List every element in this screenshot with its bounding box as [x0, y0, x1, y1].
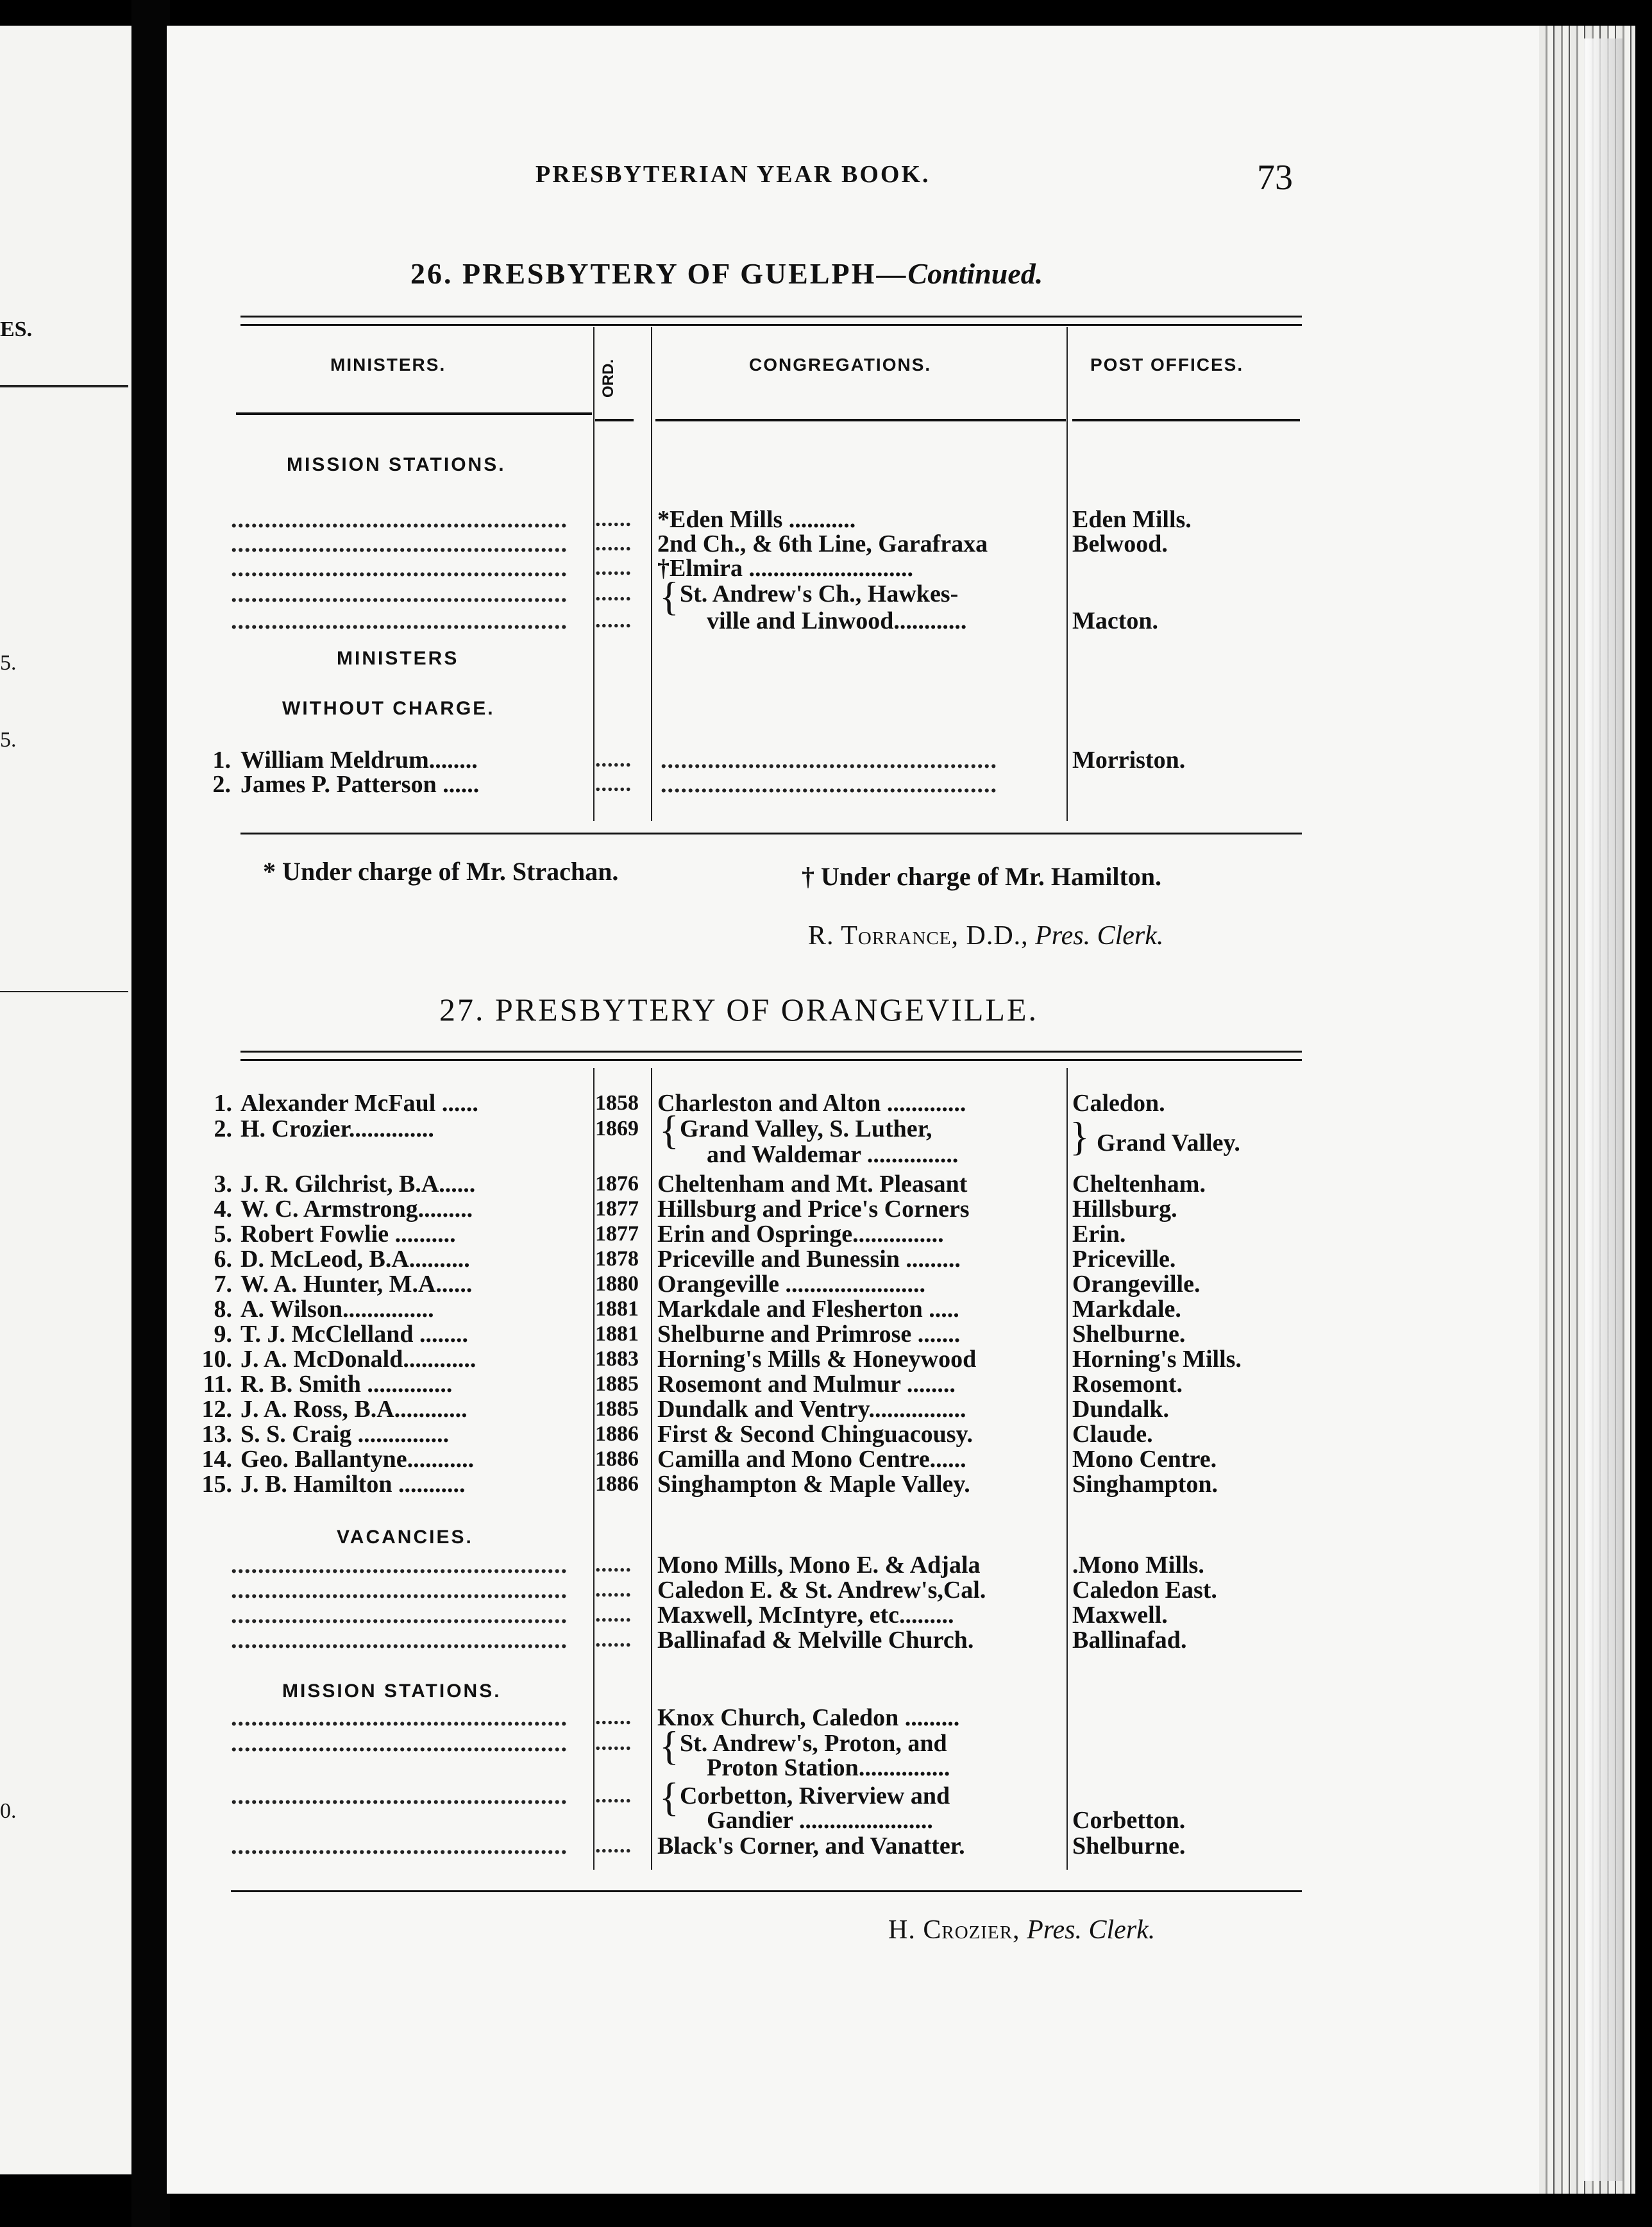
table-row: [167, 1371, 1257, 1397]
section-title-text: 26. PRESBYTERY OF GUELPH—: [410, 257, 908, 290]
post-office-cell: Markdale.: [1072, 1296, 1181, 1323]
congregation-cell: Corbetton, Riverview and: [680, 1783, 950, 1809]
minister-name: W. C. Armstrong.........: [240, 1196, 473, 1223]
ordination-year: 1858: [595, 1091, 639, 1115]
ord-placeholder: ......: [595, 582, 632, 605]
congregation-cell: Maxwell, McIntyre, etc.........: [657, 1602, 954, 1628]
congregation-cell: Knox Church, Caledon .........: [657, 1705, 960, 1731]
row-number: 1.: [212, 747, 231, 774]
ministers-placeholder: ..................................................: [231, 1783, 568, 1809]
table-row: [167, 1577, 1257, 1603]
ord-placeholder: ......: [595, 1834, 632, 1858]
header-ministers: MINISTERS.: [330, 355, 446, 375]
ord-placeholder: ......: [595, 1731, 632, 1755]
ordination-year: 1881: [595, 1297, 639, 1321]
curly-brace: {: [659, 573, 679, 619]
post-office-cell: Horning's Mills.: [1072, 1346, 1242, 1373]
left-page-fragment: 5.: [0, 728, 17, 752]
section-title-continued: Continued.: [907, 257, 1043, 290]
post-office-cell: .Mono Mills.: [1072, 1552, 1204, 1579]
ord-placeholder: ......: [595, 772, 632, 796]
double-rule: [240, 316, 1302, 326]
curly-brace: }: [1070, 1114, 1090, 1159]
congregation-cell: Singhampton & Maple Valley.: [657, 1471, 970, 1497]
section-title: 27. PRESBYTERY OF ORANGEVILLE.: [439, 992, 1039, 1028]
minister-name: D. McLeod, B.A..........: [240, 1246, 470, 1273]
row-number: 4.: [214, 1196, 232, 1223]
congregation-cell: St. Andrew's, Proton, and: [680, 1731, 947, 1756]
post-office-cell: Erin.: [1072, 1221, 1126, 1248]
minister-name: A. Wilson...............: [240, 1296, 434, 1323]
table-row: [167, 1296, 1257, 1322]
congregation-cell: Camilla and Mono Centre......: [657, 1446, 966, 1472]
post-office-cell: Dundalk.: [1072, 1396, 1170, 1423]
header-rule: [655, 419, 1066, 421]
ordination-year: 1886: [595, 1472, 639, 1496]
table-row: [167, 1446, 1257, 1472]
left-facing-page: [0, 26, 131, 2174]
row-number: 1.: [214, 1090, 232, 1117]
congregation-cell: Dundalk and Ventry................: [657, 1396, 966, 1422]
table-row: [167, 531, 1257, 557]
minister-name: Geo. Ballantyne...........: [240, 1446, 475, 1473]
ord-placeholder: ......: [595, 1603, 632, 1627]
row-number: 12.: [201, 1396, 232, 1423]
post-office-cell: Grand Valley.: [1097, 1130, 1240, 1156]
minister-name: H. Crozier..............: [240, 1115, 434, 1142]
left-page-fragment: 0.: [0, 1799, 17, 1823]
table-row: [167, 1396, 1257, 1422]
congregation-cell: Rosemont and Mulmur ........: [657, 1371, 956, 1397]
vacancies-label: VACANCIES.: [337, 1527, 473, 1548]
table-row: [167, 1808, 1257, 1833]
minister-name: S. S. Craig ...............: [240, 1421, 450, 1448]
post-office-cell: Ballinafad.: [1072, 1627, 1187, 1654]
header-ord: ORD.: [600, 359, 617, 398]
post-office-cell: Eden Mills.: [1072, 506, 1192, 533]
table-row: [167, 1627, 1257, 1653]
clerk-title: Pres. Clerk.: [1027, 1915, 1156, 1945]
ordination-year: 1885: [595, 1397, 639, 1421]
header-rule: [1072, 419, 1300, 421]
ministers-placeholder: ..................................................: [231, 1731, 568, 1756]
ordination-year: 1877: [595, 1222, 639, 1246]
ord-placeholder: ......: [595, 1706, 632, 1729]
left-page-fragment: ES.: [0, 318, 33, 341]
ord-placeholder: ......: [595, 532, 632, 555]
congregation-cell: Priceville and Bunessin .........: [657, 1246, 961, 1272]
congregation-cell: and Waldemar ...............: [707, 1142, 959, 1167]
ordination-year: 1886: [595, 1447, 639, 1471]
clerk-signature: [808, 920, 1163, 951]
book-page: [167, 26, 1546, 2194]
ministers-placeholder: ..................................................: [231, 608, 568, 634]
post-office-cell: Claude.: [1072, 1421, 1153, 1448]
table-row: [167, 1246, 1257, 1272]
minister-name: R. B. Smith ..............: [240, 1371, 453, 1398]
mission-stations-label: MISSION STATIONS.: [282, 1681, 501, 1702]
row-number: 7.: [214, 1271, 232, 1298]
mission-stations-label: MISSION STATIONS.: [287, 454, 506, 475]
footnote-strachan: * Under charge of Mr. Strachan.: [263, 857, 619, 886]
row-number: 2.: [212, 771, 231, 798]
congregation-cell: †Elmira ...........................: [657, 555, 913, 581]
ordination-year: 1881: [595, 1322, 639, 1346]
row-number: 14.: [201, 1446, 232, 1473]
table-row: [167, 1221, 1257, 1247]
curly-brace: {: [659, 1723, 679, 1768]
table-row: [167, 1271, 1257, 1297]
congregation-cell: Caledon E. & St. Andrew's,Cal.: [657, 1577, 986, 1603]
ministers-placeholder: ..................................................: [231, 531, 568, 557]
table-row: [167, 1090, 1257, 1116]
table-row: [167, 1833, 1257, 1859]
post-office-cell: Singhampton.: [1072, 1471, 1218, 1498]
ord-placeholder: ......: [595, 1628, 632, 1652]
post-office-cell: Priceville.: [1072, 1246, 1176, 1273]
congregation-cell: Horning's Mills & Honeywood: [657, 1346, 977, 1372]
ordination-year: 1886: [595, 1422, 639, 1446]
minister-name: J. R. Gilchrist, B.A......: [240, 1171, 476, 1198]
ministers-placeholder: ..................................................: [231, 1705, 568, 1731]
minister-name: J. B. Hamilton ...........: [240, 1471, 466, 1498]
post-office-cell: Cheltenham.: [1072, 1171, 1206, 1198]
clerk-signature: [888, 1915, 1155, 1945]
congregation-cell: 2nd Ch., & 6th Line, Garafraxa: [657, 531, 988, 557]
book-gutter: [131, 0, 170, 2227]
congregation-cell: *Eden Mills ...........: [657, 507, 856, 532]
table-row: [167, 1130, 1257, 1167]
ordination-year: 1880: [595, 1272, 639, 1296]
ord-placeholder: ......: [595, 556, 632, 580]
table-row: [167, 555, 1257, 581]
table-row: [167, 1705, 1257, 1731]
post-office-cell: Mono Centre.: [1072, 1446, 1217, 1473]
post-office-cell: Morriston.: [1072, 747, 1186, 774]
ord-placeholder: ......: [595, 1578, 632, 1602]
post-office-cell: Shelburne.: [1072, 1833, 1186, 1859]
row-number: 3.: [214, 1171, 232, 1198]
post-office-cell: Belwood.: [1072, 530, 1168, 557]
post-office-cell: Hillsburg.: [1072, 1196, 1177, 1223]
header-congregations: CONGREGATIONS.: [749, 355, 932, 375]
row-number: 2.: [214, 1115, 232, 1142]
congregation-cell: Proton Station...............: [707, 1755, 950, 1781]
header-rule: [595, 419, 634, 421]
minister-name: Robert Fowlie ..........: [240, 1221, 456, 1248]
table-row: [167, 1321, 1257, 1347]
ordination-year: 1878: [595, 1247, 639, 1271]
row-number: 6.: [214, 1246, 232, 1273]
header-post-offices: POST OFFICES.: [1090, 355, 1244, 375]
row-number: 10.: [201, 1346, 232, 1373]
congregation-cell: Black's Corner, and Vanatter.: [657, 1833, 965, 1859]
ministers-placeholder: ..................................................: [231, 1627, 568, 1653]
post-office-cell: Rosemont.: [1072, 1371, 1183, 1398]
footnote-hamilton: † Under charge of Mr. Hamilton.: [802, 862, 1162, 891]
congregation-cell: Charleston and Alton .............: [657, 1090, 966, 1116]
post-office-cell: Caledon.: [1072, 1090, 1165, 1117]
congregation-cell: Hillsburg and Price's Corners: [657, 1196, 970, 1222]
ord-placeholder: ......: [595, 609, 632, 632]
congregation-placeholder: ..................................................: [661, 747, 997, 773]
table-row: [167, 1602, 1257, 1628]
row-number: 15.: [201, 1471, 232, 1498]
table-row: [167, 1783, 1257, 1809]
congregation-cell: Erin and Ospringe...............: [657, 1221, 944, 1247]
ordination-year: 1883: [595, 1347, 639, 1371]
section-rule: [231, 1890, 1302, 1892]
congregation-cell: St. Andrew's Ch., Hawkes-: [680, 581, 959, 607]
row-number: 9.: [214, 1321, 232, 1348]
double-rule: [240, 1051, 1302, 1061]
post-office-cell: Caledon East.: [1072, 1577, 1217, 1604]
ordination-year: 1877: [595, 1197, 639, 1221]
table-row: [167, 581, 1257, 607]
without-charge-label: WITHOUT CHARGE.: [282, 698, 495, 719]
ord-placeholder: ......: [595, 748, 632, 772]
table-row: [167, 1731, 1257, 1756]
running-head: PRESBYTERIAN YEAR BOOK.: [535, 161, 931, 188]
ministers-placeholder: ..................................................: [231, 1602, 568, 1628]
congregation-placeholder: ..................................................: [661, 772, 997, 797]
ministers-placeholder: ..................................................: [231, 555, 568, 581]
left-page-fragment: 5.: [0, 651, 17, 675]
row-number: 8.: [214, 1296, 232, 1323]
ordination-year: 1876: [595, 1172, 639, 1196]
congregation-cell: Mono Mills, Mono E. & Adjala: [657, 1552, 981, 1578]
minister-name: Alexander McFaul ......: [240, 1090, 478, 1117]
minister-name: J. A. Ross, B.A............: [240, 1396, 468, 1423]
page-number: 73: [1257, 158, 1293, 198]
header-rule: [236, 412, 592, 415]
table-row: [167, 1196, 1257, 1222]
curly-brace: {: [659, 1774, 679, 1820]
clerk-name: H. Crozier,: [888, 1915, 1020, 1945]
congregation-cell: ville and Linwood............: [707, 608, 967, 634]
left-page-rule: [0, 385, 128, 387]
table-row: [167, 507, 1257, 532]
table-row: [167, 1421, 1257, 1447]
minister-name: William Meldrum........: [240, 747, 478, 774]
minister-name: James P. Patterson ......: [240, 771, 480, 798]
ord-placeholder: ......: [595, 1784, 632, 1808]
table-row: [167, 1755, 1257, 1781]
post-office-cell: Corbetton.: [1072, 1807, 1186, 1834]
table-row: [167, 608, 1257, 634]
congregation-cell: Shelburne and Primrose .......: [657, 1321, 961, 1347]
table-row: [167, 1471, 1257, 1497]
congregation-cell: Ballinafad & Melville Church.: [657, 1627, 974, 1653]
congregation-cell: First & Second Chinguacousy.: [657, 1421, 973, 1447]
post-office-cell: Orangeville.: [1072, 1271, 1201, 1298]
ministers-placeholder: ..................................................: [231, 1577, 568, 1603]
table-row: [167, 1116, 1257, 1142]
clerk-title: Pres. Clerk.: [1035, 921, 1164, 951]
ord-placeholder: ......: [595, 507, 632, 531]
page-edges-highlight: [1584, 38, 1622, 2181]
congregation-cell: Grand Valley, S. Luther,: [680, 1116, 932, 1142]
curly-brace: {: [659, 1107, 679, 1153]
congregation-cell: Markdale and Flesherton .....: [657, 1296, 959, 1322]
ministers-placeholder: ..................................................: [231, 507, 568, 532]
ordination-year: 1885: [595, 1372, 639, 1396]
ministers-label: MINISTERS: [337, 648, 459, 669]
table-row: [167, 1552, 1257, 1578]
clerk-name: R. Torrance, D.D.,: [808, 921, 1029, 951]
congregation-cell: Orangeville .......................: [657, 1271, 925, 1297]
table-row: [167, 1346, 1257, 1372]
ministers-placeholder: ..................................................: [231, 581, 568, 607]
table-row: [167, 747, 1257, 773]
post-office-cell: Macton.: [1072, 607, 1159, 634]
post-office-cell: Shelburne.: [1072, 1321, 1186, 1348]
row-number: 11.: [203, 1371, 232, 1398]
table-row: [167, 1171, 1257, 1197]
minister-name: J. A. McDonald............: [240, 1346, 476, 1373]
row-number: 5.: [214, 1221, 232, 1248]
left-page-rule: [0, 991, 128, 992]
minister-name: W. A. Hunter, M.A......: [240, 1271, 473, 1298]
table-row: [167, 772, 1257, 797]
congregation-cell: Gandier ......................: [707, 1808, 933, 1833]
minister-name: T. J. McClelland ........: [240, 1321, 469, 1348]
section-title: [410, 257, 1043, 291]
ministers-placeholder: ..................................................: [231, 1552, 568, 1578]
ordination-year: 1869: [595, 1117, 639, 1140]
congregation-cell: Cheltenham and Mt. Pleasant: [657, 1171, 968, 1197]
ministers-placeholder: ..................................................: [231, 1833, 568, 1859]
section-rule: [240, 833, 1302, 834]
ord-placeholder: ......: [595, 1553, 632, 1577]
post-office-cell: Maxwell.: [1072, 1602, 1168, 1629]
row-number: 13.: [201, 1421, 232, 1448]
